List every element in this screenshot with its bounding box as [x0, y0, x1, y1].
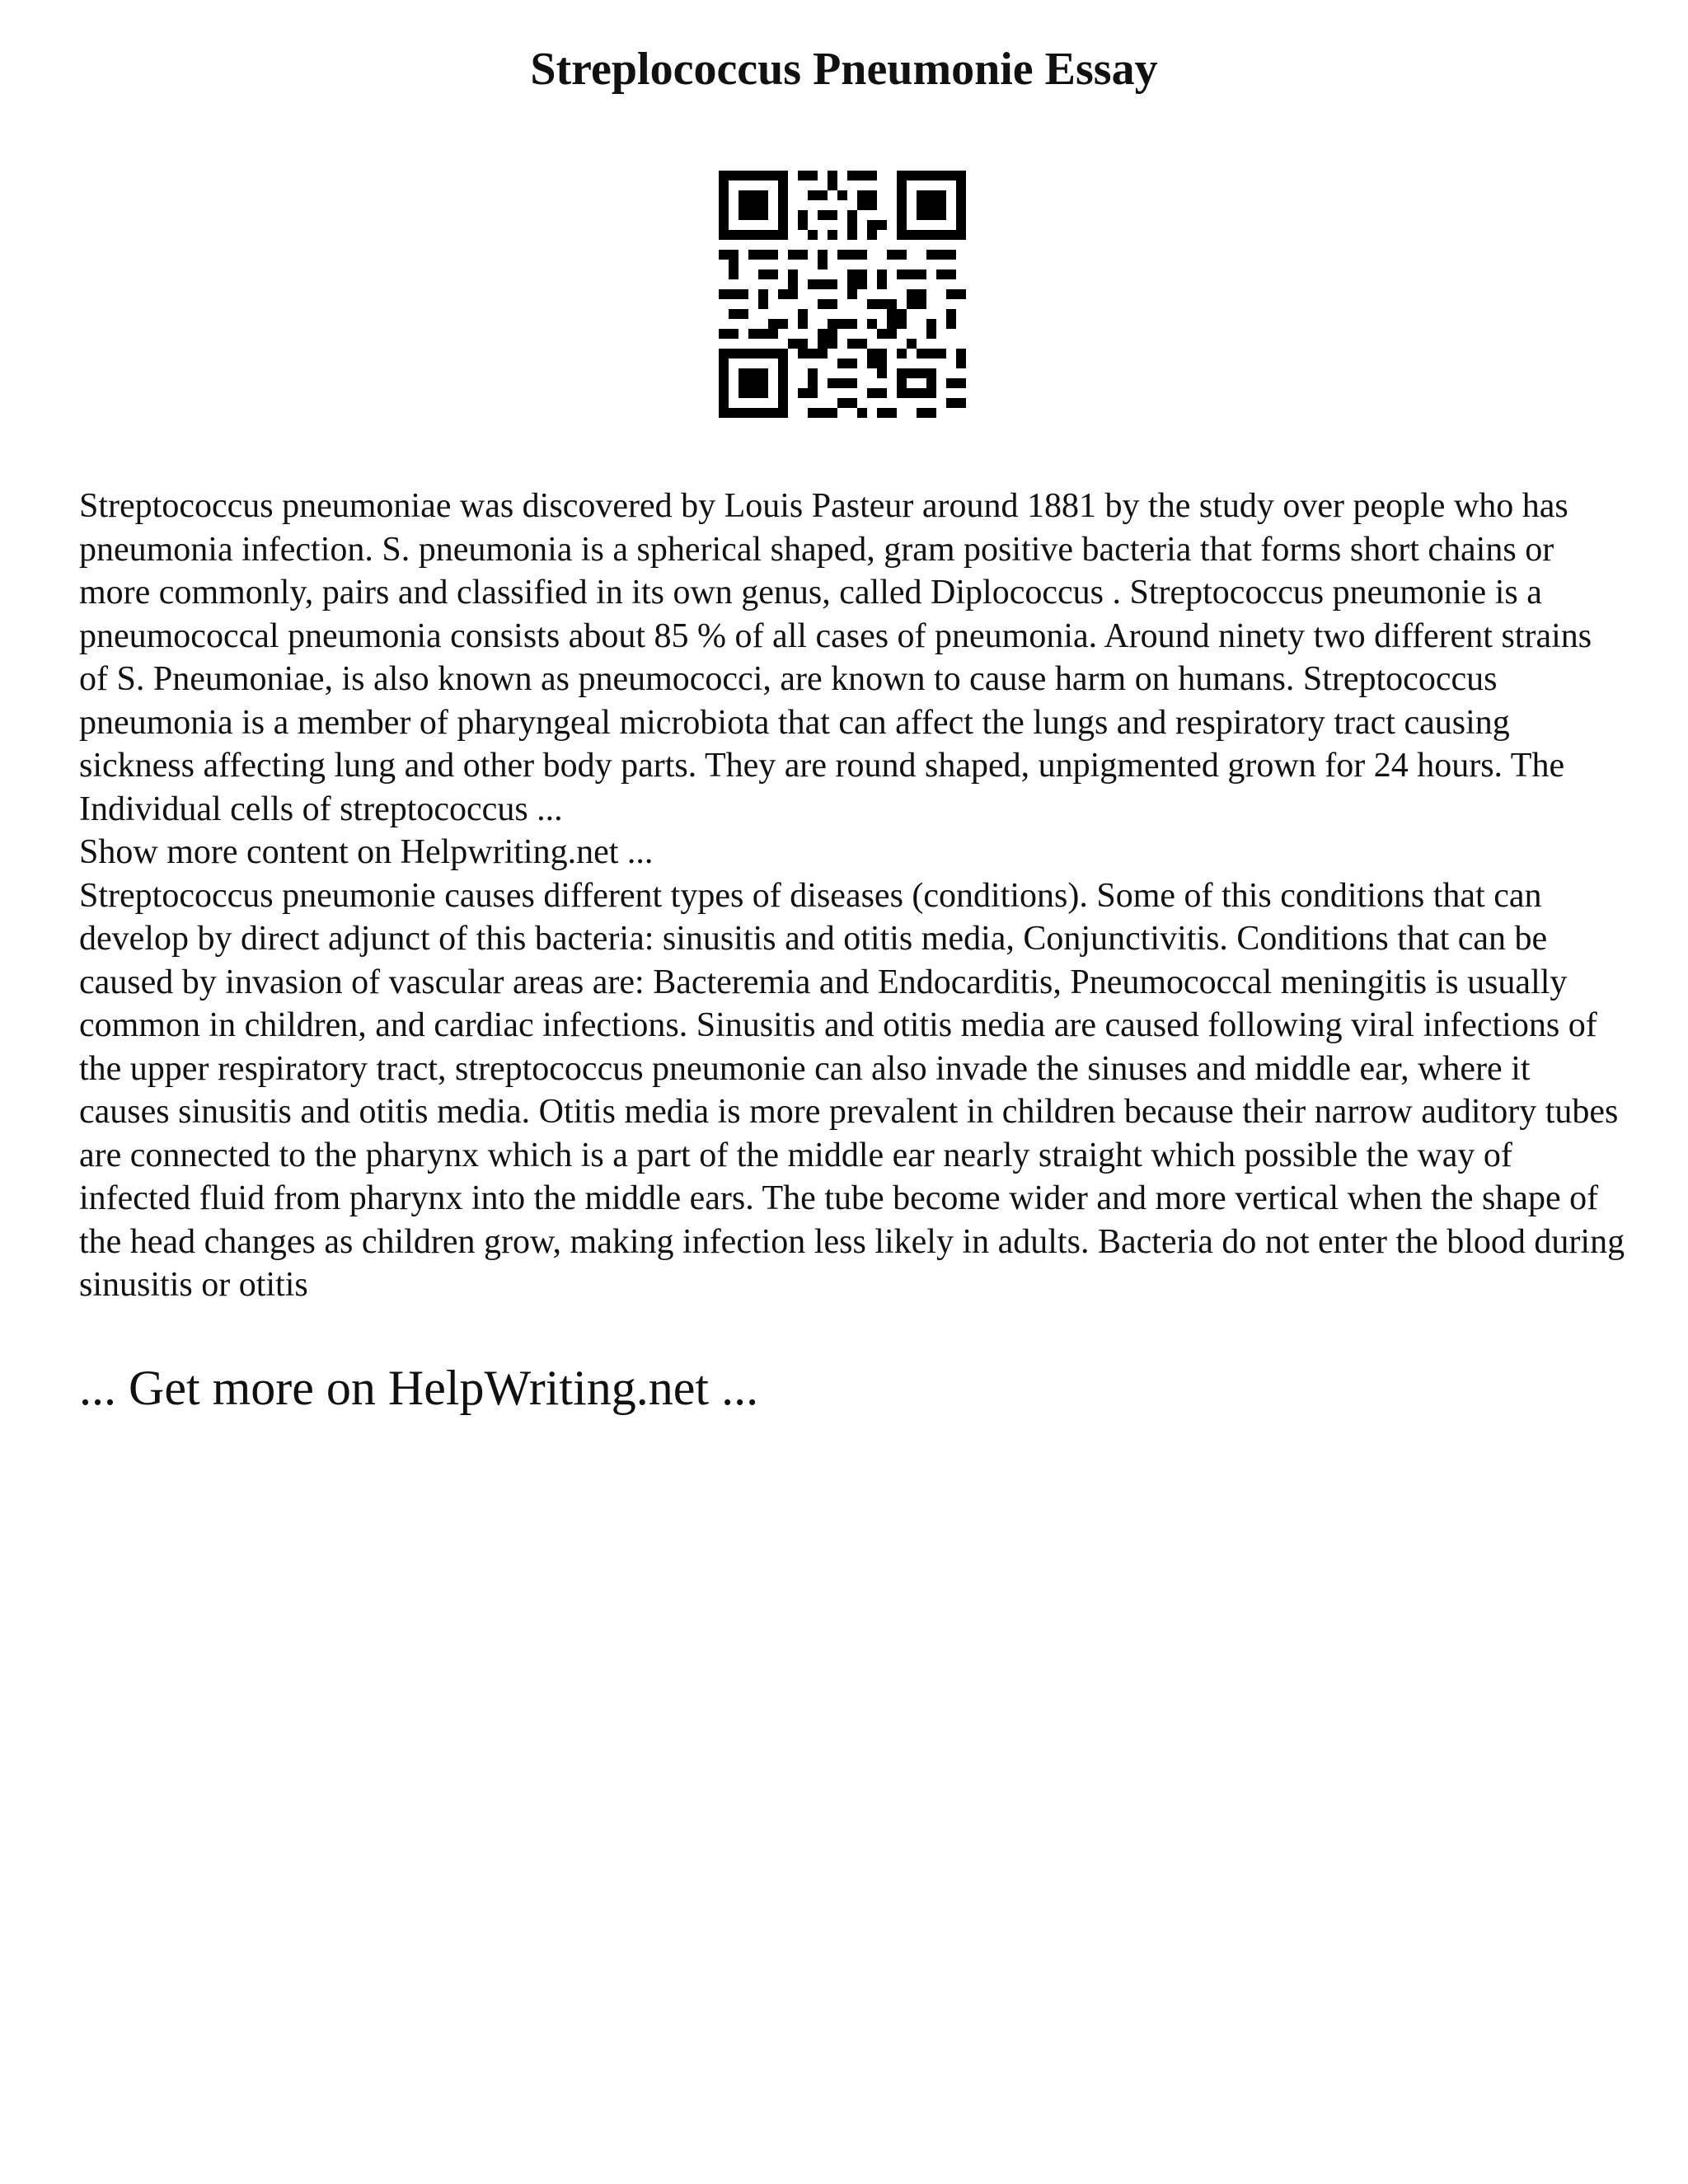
qr-code-image: [719, 171, 966, 418]
essay-paragraph-2: Streptococcus pneumonie causes different types of diseases (conditions). Some of this conditions that can develop by direct adjunct of this bacteria: sinusitis and otitis media, Conjunctivitis. Conditions that can be caused by invasion of vascular areas are: Bacteremia and Endocarditis, Pneumococcal meningitis is usually common in children, and cardiac infections. Sinusitis and otitis media are caused following viral infections of the upper respiratory tract, streptococcus pneumonie can also invade the sinuses and middle ear, where it causes sinusitis and otitis media. Otitis media is more prevalent in children because their narrow auditory tubes are connected to the pharynx which is a part of the middle ear nearly straight which possible the way of infected fluid from pharynx into the middle ears. The tube become wider and more vertical when the shape of the head changes as children grow, making infection less likely in adults. Bacteria do not enter the blood during sinusitis or otitis: [79, 876, 1625, 1304]
get-more-link[interactable]: ... Get more on HelpWriting.net ...: [79, 1361, 759, 1415]
show-more-text: Show more content on Helpwriting.net ...: [79, 833, 654, 871]
essay-body: [79, 485, 1629, 1307]
essay-paragraph-1: Streptococcus pneumoniae was discovered by Louis Pasteur around 1881 by the study over people who has pneumonia infection. S. pneumonia is a spherical shaped, gram positive bacteria that forms short chains or more commonly, pairs and classified in its own genus, called Diplococcus . Streptococcus pneumonie is a pneumococcal pneumonia consists about 85 % of all cases of pneumonia. Around ninety two different strains of S. Pneumoniae, is also known as pneumococci, are known to cause harm on humans. Streptococcus pneumonia is a member of pharyngeal microbiota that can affect the lungs and respiratory tract causing sickness affecting lung and other body parts. They are round shaped, unpigmented grown for 24 hours. The Individual cells of streptococcus ...: [79, 487, 1592, 828]
page-title: Streplococcus Pneumonie Essay: [530, 44, 1158, 95]
